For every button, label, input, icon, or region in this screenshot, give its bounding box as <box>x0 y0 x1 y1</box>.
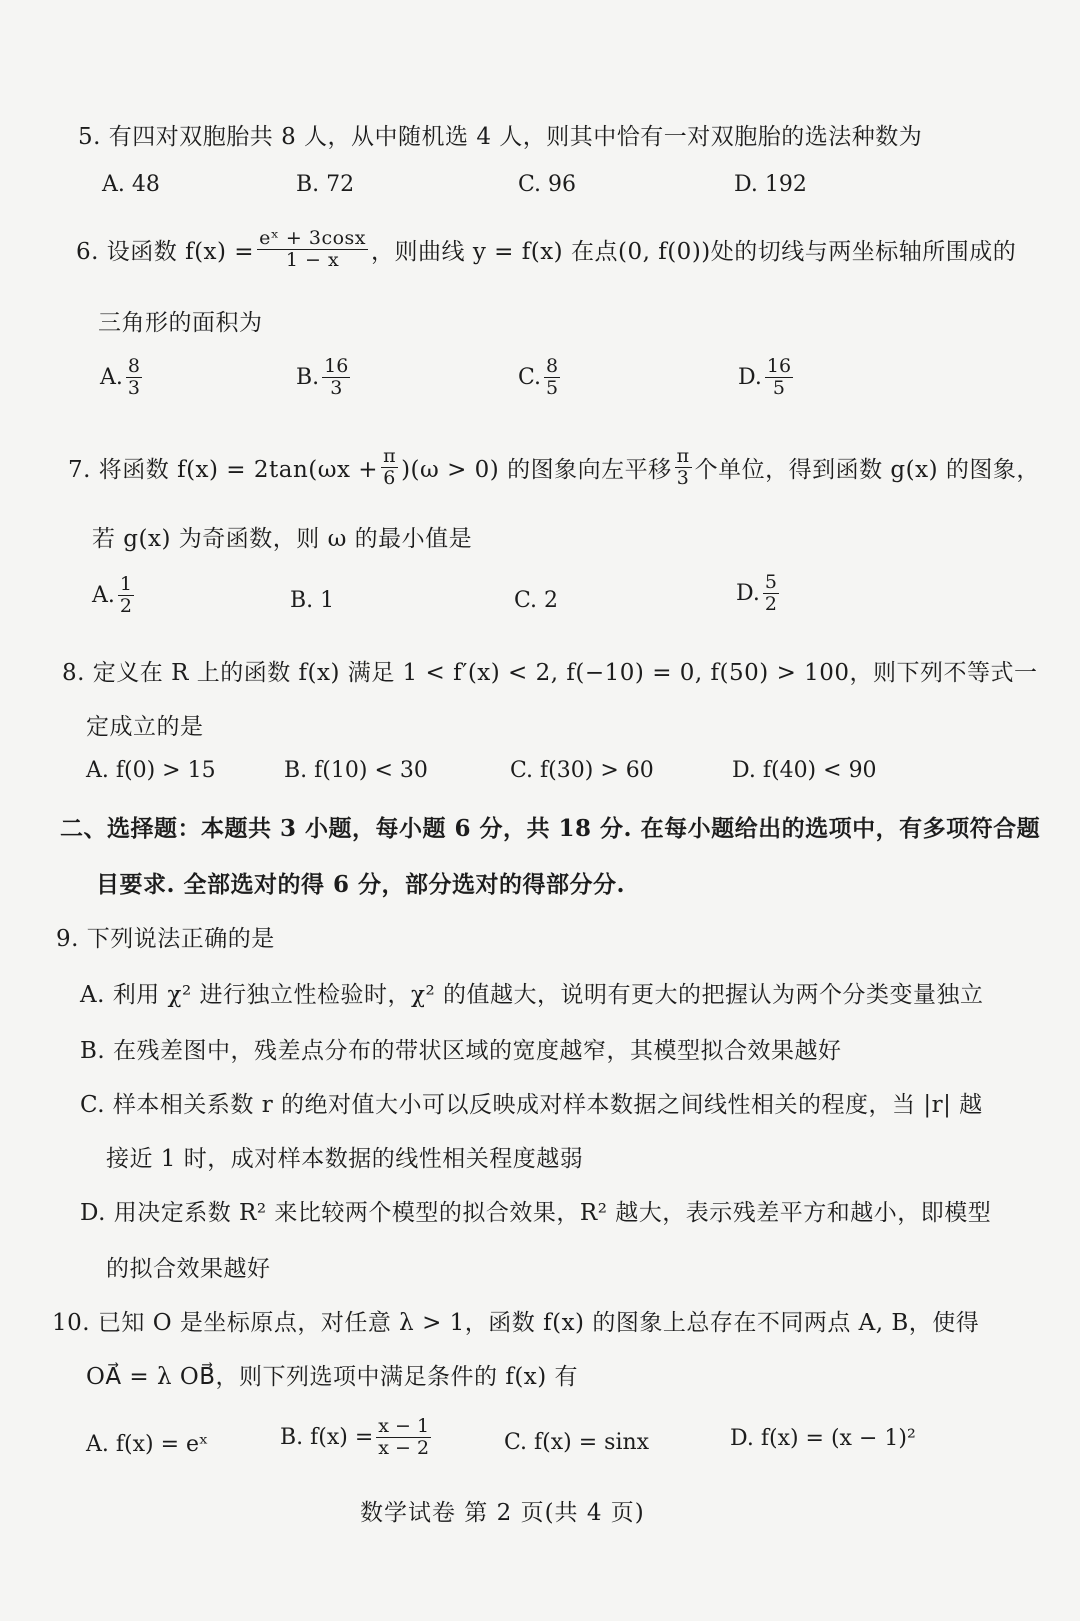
q9-option-c-line2: 接近 1 时，成对样本数据的线性相关程度越弱 <box>106 1146 584 1172</box>
q9-option-b: B. 在残差图中，残差点分布的带状区域的宽度越窄，其模型拟合效果越好 <box>80 1038 842 1064</box>
q7-frac1-num: π <box>383 445 397 467</box>
q5-option-b: B. 72 <box>296 172 355 197</box>
q7-stem-prefix: 7. 将函数 f(x) = 2tan(ωx + <box>68 456 379 483</box>
q7-option-a <box>92 574 137 617</box>
q6-frac-denominator: 1 − x <box>285 248 340 271</box>
section2-heading: 二、选择题：本题共 3 小题，每小题 6 分，共 18 分. 在每小题给出的选项中，有多项符合题 <box>60 815 1041 842</box>
q6-option-b-label: B. <box>296 364 320 390</box>
q6-option-b-num: 16 <box>324 355 349 377</box>
q8-stem-line2: 定成立的是 <box>86 714 204 740</box>
q7-stem-mid: )(ω > 0) 的图象向左平移 <box>401 456 672 483</box>
q6-option-d-num: 16 <box>766 355 792 377</box>
q6-stem-line2: 三角形的面积为 <box>98 310 263 336</box>
q8-stem: 8. 定义在 R 上的函数 f(x) 满足 1 < f′(x) < 2, f(−10) = 0, f(50) > 100，则下列不等式一 <box>62 660 1038 686</box>
q5-option-c: C. 96 <box>518 172 577 197</box>
q7-stem-line2: 若 g(x) 为奇函数，则 ω 的最小值是 <box>92 526 473 552</box>
q6-option-c <box>518 356 563 399</box>
q10-stem: 10. 已知 O 是坐标原点，对任意 λ > 1，函数 f(x) 的图象上总存在不同两点 A, B，使得 <box>52 1310 980 1336</box>
q7-option-b: B. 1 <box>290 588 335 613</box>
q6-option-a-num: 8 <box>127 355 140 377</box>
q6-frac-numerator: eˣ + 3cosx <box>259 227 367 249</box>
q6-option-c-label: C. <box>518 364 542 390</box>
q5-option-a: A. 48 <box>102 172 160 197</box>
q7-option-d-den: 2 <box>764 592 777 615</box>
q6-option-c-num: 8 <box>546 355 559 377</box>
q5-option-d: D. 192 <box>734 172 807 197</box>
q8-option-d: D. f(40) < 90 <box>732 758 877 783</box>
q6-option-b <box>296 356 353 399</box>
q7-frac2-den: 3 <box>676 466 690 489</box>
q7-frac2-num: π <box>676 445 690 467</box>
q10-option-b-den: x − 2 <box>378 1436 430 1459</box>
q9-option-d-line2: 的拟合效果越好 <box>106 1256 271 1282</box>
q9-option-c: C. 样本相关系数 r 的绝对值大小可以反映成对样本数据之间线性相关的程度，当 |r| 越 <box>80 1092 983 1118</box>
q6-option-a-den: 3 <box>127 376 140 399</box>
q7-frac1-den: 6 <box>383 466 396 489</box>
q10-option-b-num: x − 1 <box>378 1415 430 1437</box>
q6-option-c-den: 5 <box>546 376 559 399</box>
q7-option-a-num: 1 <box>119 573 132 595</box>
q6-stem-suffix: ，则曲线 y = f(x) 在点(0, f(0))处的切线与两坐标轴所围成的 <box>371 238 1017 265</box>
q6-stem <box>76 228 1016 271</box>
section2-heading-line2: 目要求. 全部选对的得 6 分，部分选对的得部分分. <box>96 871 626 898</box>
q10-stem-line2: OA⃗ = λ OB⃗，则下列选项中满足条件的 f(x) 有 <box>86 1364 579 1390</box>
q6-fraction <box>257 228 368 271</box>
q7-option-d-label: D. <box>736 580 760 606</box>
q10-option-d: D. f(x) = (x − 1)² <box>730 1426 916 1451</box>
q7-fraction-2 <box>675 446 692 489</box>
q10-option-b-prefix: B. f(x) = <box>280 1424 374 1450</box>
q9-option-a: A. 利用 χ² 进行独立性检验时，χ² 的值越大，说明有更大的把握认为两个分类变量独立 <box>80 982 984 1008</box>
q6-option-b-den: 3 <box>330 376 343 399</box>
q8-option-c: C. f(30) > 60 <box>510 758 654 783</box>
q6-option-d-label: D. <box>738 364 762 390</box>
q7-option-d-num: 5 <box>764 571 777 593</box>
q5-stem: 5. 有四对双胞胎共 8 人，从中随机选 4 人，则其中恰有一对双胞胎的选法种数为 <box>78 124 923 150</box>
q8-option-a: A. f(0) > 15 <box>86 758 216 783</box>
q7-stem <box>68 446 1040 489</box>
q9-stem: 9. 下列说法正确的是 <box>56 926 275 952</box>
q7-stem-suffix: 个单位，得到函数 g(x) 的图象， <box>694 456 1040 483</box>
q6-option-a-label: A. <box>100 364 123 390</box>
q10-option-b <box>280 1416 434 1459</box>
q6-option-a <box>100 356 145 399</box>
q7-fraction-1 <box>381 446 398 489</box>
page-footer: 数学试卷 第 2 页(共 4 页) <box>360 1500 645 1526</box>
q6-stem-prefix: 6. 设函数 f(x) = <box>76 238 255 265</box>
q9-option-d: D. 用决定系数 R² 来比较两个模型的拟合效果，R² 越大，表示残差平方和越小，即模型 <box>80 1200 992 1226</box>
q8-option-b: B. f(10) < 30 <box>284 758 428 783</box>
q10-option-c: C. f(x) = sinx <box>504 1430 650 1455</box>
q7-option-d <box>736 572 782 615</box>
q7-option-a-den: 2 <box>119 594 132 617</box>
q10-option-a: A. f(x) = eˣ <box>86 1432 209 1457</box>
q7-option-a-label: A. <box>92 582 115 608</box>
q7-option-c: C. 2 <box>514 588 559 613</box>
q6-option-d <box>738 356 796 399</box>
q6-option-d-den: 5 <box>772 376 785 399</box>
